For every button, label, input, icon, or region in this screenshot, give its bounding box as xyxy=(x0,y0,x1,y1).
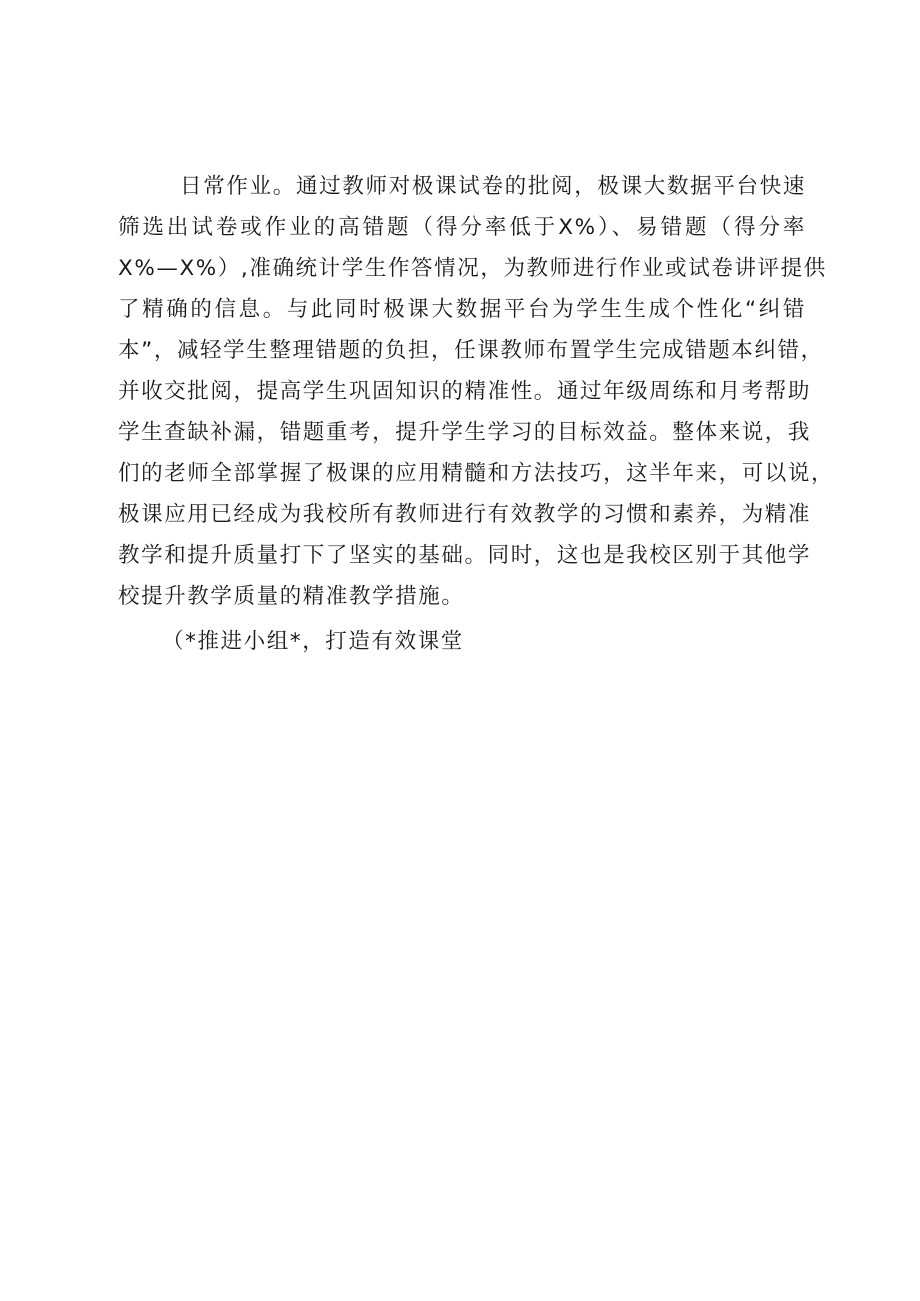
body-paragraph xyxy=(118,166,835,617)
paragraph-line: 学生查缺补漏，错题重考，提升学生学习的目标效益。整体来说，我 xyxy=(118,420,812,445)
paragraph-line: 了精确的信息。与此同时极课大数据平台为学生生成个性化“纠错 xyxy=(118,297,806,322)
paragraph-line: 们的老师全部掌握了极课的应用精髓和方法技巧，这半年来，可以说， xyxy=(118,461,835,486)
paragraph-line: 日常作业。通过教师对极课试卷的批阅，极课大数据平台快速 xyxy=(180,174,806,199)
paragraph-line: 本”，减轻学生整理错题的负担，任课教师布置学生完成错题本纠错， xyxy=(118,338,824,363)
paragraph-line: 教学和提升质量打下了坚实的基础。同时，这也是我校区别于其他学 xyxy=(118,543,812,568)
paragraph-line: 筛选出试卷或作业的高错题（得分率低于X%）、易错题（得分率 xyxy=(118,215,806,240)
document-page xyxy=(118,166,835,662)
paragraph-line: 校提升教学质量的精准教学措施。 xyxy=(118,584,465,609)
paragraph-line: 极课应用已经成为我校所有教师进行有效教学的习惯和素养，为精准 xyxy=(118,502,812,527)
paragraph-line: X%—X%）,准确统计学生作答情况，为教师进行作业或试卷讲评提供 xyxy=(118,256,827,281)
paragraph-line: 并收交批阅，提高学生巩固知识的精准性。通过年级周练和月考帮助 xyxy=(118,379,812,404)
section-heading: （*推进小组*，打造有效课堂 xyxy=(162,629,464,654)
